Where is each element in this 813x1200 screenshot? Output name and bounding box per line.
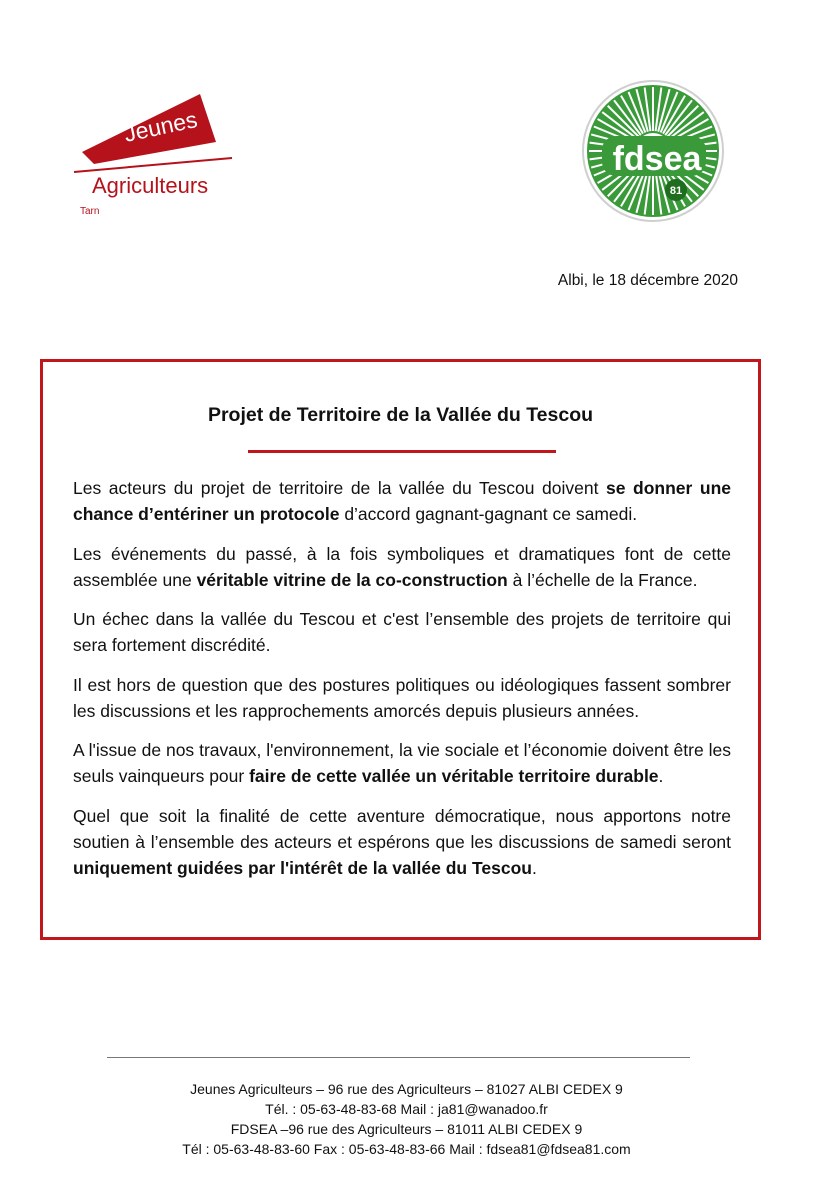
document-date: Albi, le 18 décembre 2020 <box>557 272 738 289</box>
text-run: Il est hors de question que des postures politiques ou idéologiques fassent sombrer les discussions et les rapprochements amorcés depuis plusieurs années. <box>73 674 731 721</box>
footer-divider <box>107 1057 690 1058</box>
title-underline <box>248 450 556 453</box>
logo-badge-number: 81 <box>669 185 683 197</box>
paragraph <box>73 475 731 527</box>
paragraph <box>73 737 731 789</box>
text-run: A l'issue de nos travaux, l'environnement, la vie sociale et l’économie doivent être les seuls vainqueurs pour <box>73 740 731 786</box>
footer-line-ja-address: Jeunes Agriculteurs – 96 rue des Agriculteurs – 81027 ALBI CEDEX 9 <box>190 1081 623 1097</box>
paragraph <box>73 541 731 593</box>
logo-text-fdsea: fdsea <box>612 140 702 178</box>
paragraph <box>73 803 731 881</box>
emphasis-text: véritable vitrine de la co-construction <box>196 569 508 590</box>
paragraph <box>73 606 731 658</box>
paragraph <box>73 672 731 724</box>
text-run: à l’échelle de la France. <box>507 569 698 590</box>
text-run: Quel que soit la finalité de cette aventure démocratique, nous apportons notre soutien à l’ensemble des acteurs et espérons que les discussions de samedi seront <box>73 805 731 852</box>
body-text <box>73 475 731 894</box>
text-run: . <box>658 766 664 786</box>
press-release-box <box>40 359 761 940</box>
jeunes-agriculteurs-logo <box>68 90 238 220</box>
emphasis-text: faire de cette vallée un véritable territoire durable <box>249 766 659 786</box>
document-title: Projet de Territoire de la Vallée du Tescou <box>207 404 594 426</box>
logo-text-agriculteurs: Agriculteurs <box>92 173 209 198</box>
emphasis-text: se donner une chance d’entériner un protocole <box>73 478 731 524</box>
text-run: d’accord gagnant-gagnant ce samedi. <box>339 504 638 524</box>
text-run: Les événements du passé, à la fois symboliques et dramatiques font de cette assemblée une <box>73 543 731 590</box>
footer-line-fdsea-address: FDSEA –96 rue des Agriculteurs – 81011 ALBI CEDEX 9 <box>230 1121 583 1137</box>
text-run: Les acteurs du projet de territoire de la vallée du Tescou doivent <box>73 478 606 498</box>
footer-contact <box>100 1079 713 1159</box>
logo-text-region: Tarn <box>80 206 100 217</box>
text-run: . <box>531 857 537 878</box>
footer-line-fdsea-contact: Tél : 05-63-48-83-60 Fax : 05-63-48-83-66 Mail : fdsea81@fdsea81.com <box>182 1141 631 1157</box>
fdsea-81-logo <box>580 78 726 224</box>
emphasis-text: uniquement guidées par l'intérêt de la vallée du Tescou <box>73 857 532 878</box>
text-run: Un échec dans la vallée du Tescou et c'est l’ensemble des projets de territoire qui sera fortement discrédité. <box>73 609 731 655</box>
footer-line-ja-contact: Tél. : 05-63-48-83-68 Mail : ja81@wanadoo.fr <box>265 1101 548 1117</box>
logo-text-jeunes: Jeunes <box>121 106 200 147</box>
